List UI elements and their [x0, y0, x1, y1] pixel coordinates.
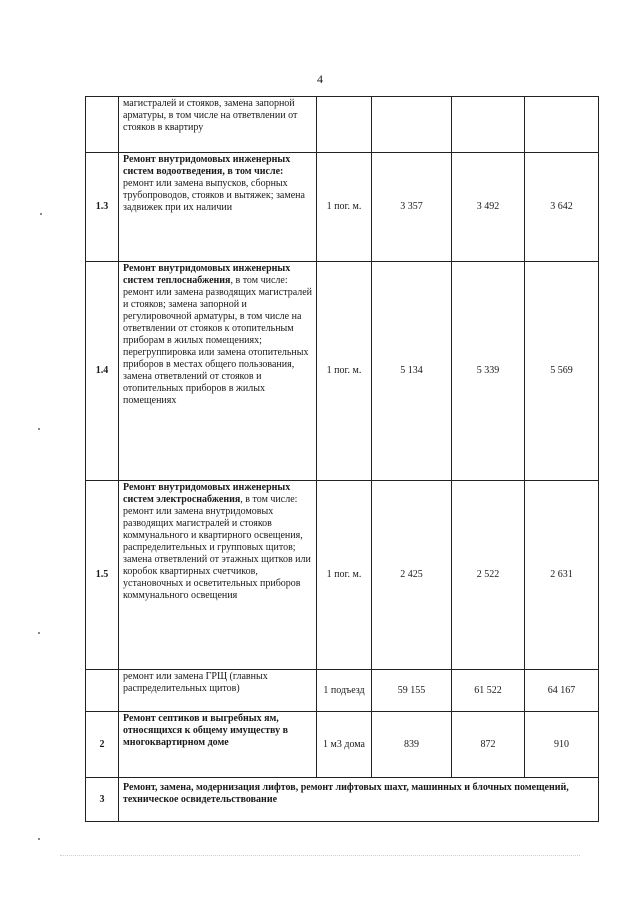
row-unit: 1 пог. м.: [317, 481, 372, 670]
row-number: 3: [86, 778, 119, 822]
row-number: [86, 97, 119, 153]
row-number: 1.3: [86, 153, 119, 262]
row-title: Ремонт септиков и выгребных ям, относящихся к общему имуществу в многоквартирном доме: [123, 713, 288, 748]
row-title: Ремонт внутридомовых инженерных систем водоотведения, в том числе:: [123, 154, 291, 177]
row-value-3: 910: [525, 712, 599, 778]
row-unit: 1 подъезд: [317, 670, 372, 712]
row-number: 1.5: [86, 481, 119, 670]
row-value-3: 64 167: [525, 670, 599, 712]
row-description: [119, 153, 317, 262]
row-value-2: 61 522: [452, 670, 525, 712]
row-value-2: 5 339: [452, 262, 525, 481]
row-value-2: 3 492: [452, 153, 525, 262]
row-value-2: 2 522: [452, 481, 525, 670]
row-value-1: [372, 97, 452, 153]
row-description: [119, 97, 317, 153]
row-value-1: 59 155: [372, 670, 452, 712]
row-description: [119, 670, 317, 712]
scan-mark: [38, 838, 40, 840]
row-detail: , в том числе: ремонт или замена разводящих магистралей и стояков; замена запорной и регулировочной арматуры, в том числе на ответвлении от стояков к отопительным приборам в жилых помещениях; перегруппировка или замена отопительных приборов в местах общего пользования, замена ответвлений от стояков и отопительных приборов в жилых помещениях: [123, 275, 313, 406]
row-unit: 1 пог. м.: [317, 153, 372, 262]
table-row: [86, 670, 599, 712]
scan-mark: [38, 632, 40, 634]
row-description: [119, 481, 317, 670]
row-value-3: 5 569: [525, 262, 599, 481]
row-value-1: 2 425: [372, 481, 452, 670]
row-title: Ремонт внутридомовых инженерных систем теплоснабжения: [123, 263, 291, 286]
cost-table: [85, 96, 599, 822]
row-unit: 1 пог. м.: [317, 262, 372, 481]
row-description: [119, 262, 317, 481]
row-title: Ремонт внутридомовых инженерных систем электроснабжения: [123, 482, 291, 505]
page-number: 4: [317, 72, 323, 86]
table-row: [86, 481, 599, 670]
row-value-3: 3 642: [525, 153, 599, 262]
table-row: [86, 712, 599, 778]
row-detail: ремонт или замена ГРЩ (главных распределительных щитов): [123, 671, 268, 694]
row-description: Ремонт, замена, модернизация лифтов, ремонт лифтовых шахт, машинных и блочных помещений, техническое освидетельствование: [119, 778, 599, 822]
table-row: [86, 778, 599, 822]
row-value-1: 3 357: [372, 153, 452, 262]
row-value-2: 872: [452, 712, 525, 778]
row-number: 2: [86, 712, 119, 778]
row-number: 1.4: [86, 262, 119, 481]
row-description: [119, 712, 317, 778]
row-unit: [317, 97, 372, 153]
table-row: [86, 153, 599, 262]
row-unit: 1 м3 дома: [317, 712, 372, 778]
row-number: [86, 670, 119, 712]
row-value-3: 2 631: [525, 481, 599, 670]
table-row: [86, 262, 599, 481]
row-detail: ремонт или замена выпусков, сборных трубопроводов, стояков и вытяжек; замена задвижек при их наличии: [123, 178, 305, 213]
footer-rule: [60, 855, 580, 856]
scan-mark: [40, 213, 42, 215]
row-detail: магистралей и стояков, замена запорной арматуры, в том числе на ответвлении от стояков в квартиру: [123, 98, 298, 133]
table-row: [86, 97, 599, 153]
scan-mark: [38, 428, 40, 430]
row-detail: , в том числе: ремонт или замена внутридомовых разводящих магистралей и стояков коммунального и квартирного освещения, распределительных и групповых щитов; замена ответвлений от этажных щитков или коробок квартирных счетчиков, установочных и осветительных приборов коммунального освещения: [123, 494, 311, 601]
row-value-1: 5 134: [372, 262, 452, 481]
row-value-3: [525, 97, 599, 153]
row-value-2: [452, 97, 525, 153]
row-value-1: 839: [372, 712, 452, 778]
